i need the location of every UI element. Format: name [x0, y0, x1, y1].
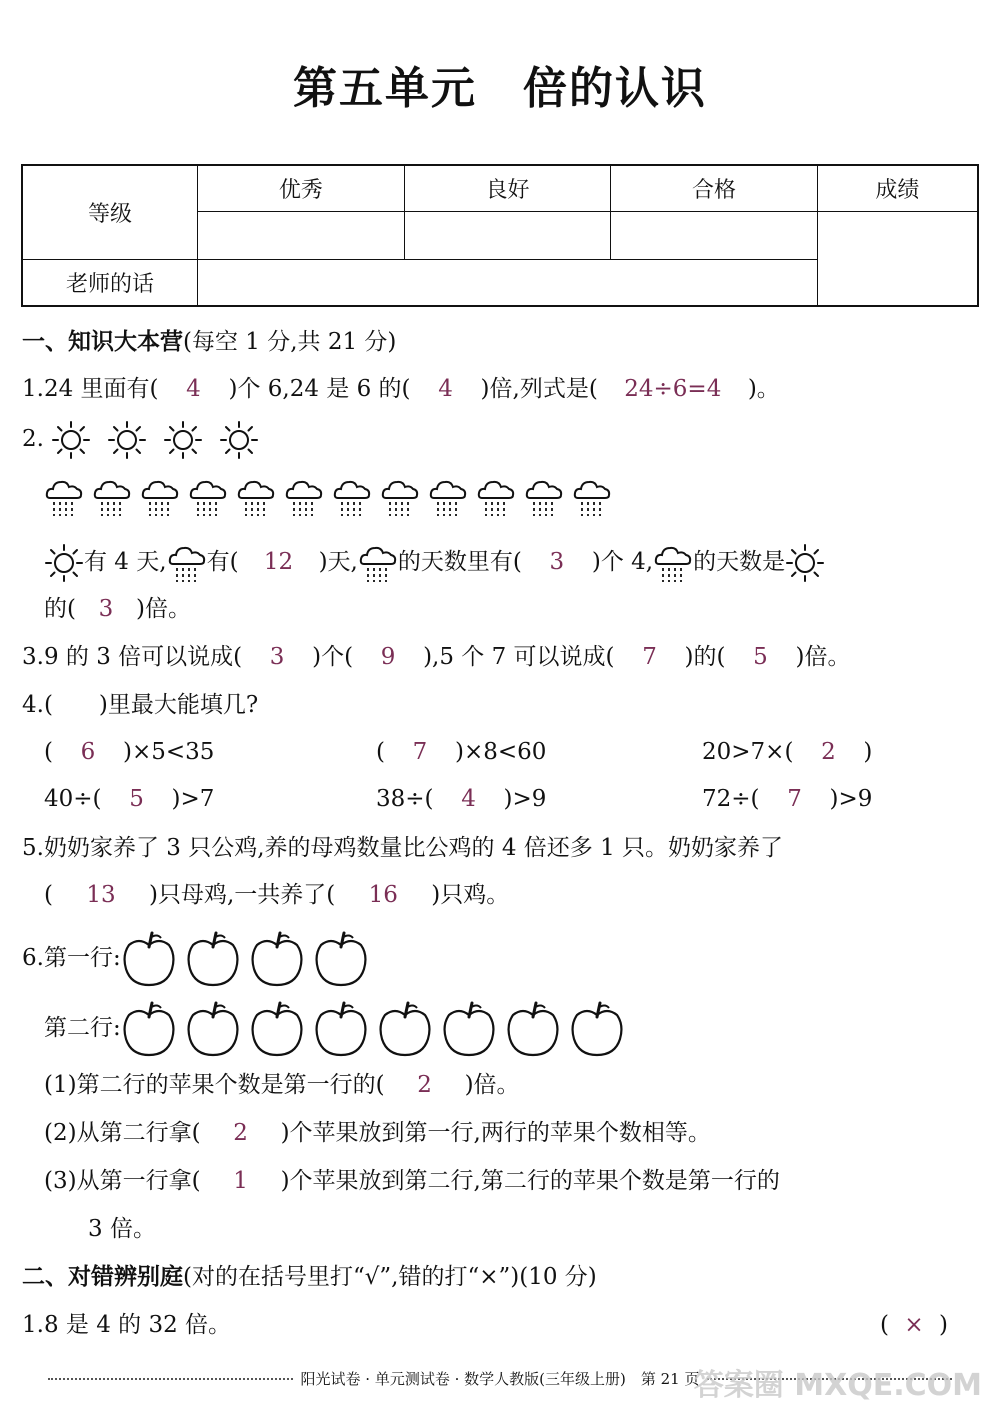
q2-text: 有(: [206, 549, 239, 575]
question-2-suns: [22, 420, 275, 460]
question-3: [22, 642, 850, 672]
q4-item: [376, 737, 546, 767]
q6-sub-3: [44, 1166, 780, 1196]
grade-label: 等级: [22, 165, 198, 259]
q3-answer-3: 7: [642, 644, 657, 670]
q4-text: (: [44, 739, 53, 765]
q4-item: [702, 737, 872, 767]
apple-icon: [185, 929, 241, 989]
score-label: 成绩: [817, 165, 978, 211]
rain-cloud-icon: [653, 542, 693, 584]
q5-answer-1: 13: [86, 882, 116, 908]
q4-text: ): [863, 739, 873, 765]
apple-icon: [185, 999, 241, 1059]
q6-text: (1)第二行的苹果个数是第一行的(: [44, 1072, 385, 1098]
q6-answer-1: 2: [417, 1072, 432, 1098]
sun-row: [51, 426, 275, 452]
rain-cloud-icon: [332, 476, 372, 518]
q5-text: (: [44, 882, 53, 908]
sun-icon: [219, 420, 259, 460]
apple-icon: [377, 999, 433, 1059]
q2-text: )倍。: [135, 596, 191, 622]
q1-answer-3: 24÷6=4: [624, 376, 722, 402]
q2-text: 有 4 天,: [84, 549, 167, 575]
q4-text: (: [376, 739, 385, 765]
section2-header: [22, 1262, 597, 1292]
rain-cloud-icon: [476, 476, 516, 518]
apple-icon: [249, 929, 305, 989]
rain-cloud-icon: [44, 476, 84, 518]
judge-text: (: [880, 1312, 889, 1338]
q4-answer: 5: [129, 786, 144, 812]
question-5-line1: 5.奶奶家养了 3 只公鸡,养的母鸡数量比公鸡的 4 倍还多 1 只。奶奶家养了: [22, 835, 784, 861]
q6-text: (3)从第一行拿(: [44, 1168, 201, 1194]
apple-row-2: [121, 1015, 633, 1041]
q1-text: )倍,列式是(: [480, 376, 598, 402]
judge-answer-box: [880, 1310, 948, 1340]
q4-answer: 4: [461, 786, 476, 812]
q3-text: )倍。: [795, 644, 851, 670]
grade-cell-pass[interactable]: [611, 211, 818, 259]
rain-cloud-icon: [380, 476, 420, 518]
grade-level-pass: 合格: [611, 165, 818, 211]
apple-row-1: [121, 945, 377, 971]
rain-cloud-icon: [572, 476, 612, 518]
q1-answer-2: 4: [438, 376, 453, 402]
apple-icon: [569, 999, 625, 1059]
rain-cloud-icon: [140, 476, 180, 518]
q3-answer-1: 3: [269, 644, 285, 670]
question-5-line2: [44, 880, 509, 910]
question-2-tail: [44, 594, 191, 624]
q4-text: 20>7×(: [702, 739, 794, 765]
apple-icon: [441, 999, 497, 1059]
q6-text: (2)从第二行拿(: [44, 1120, 201, 1146]
rain-cloud-icon: [236, 476, 276, 518]
section1-note: (每空 1 分,共 21 分): [183, 329, 397, 355]
q4-item: [44, 737, 214, 767]
sun-icon: [51, 420, 91, 460]
q4-text: 38÷(: [376, 786, 434, 812]
q2-text: )天,: [318, 549, 358, 575]
q1-text: 1.24 里面有(: [22, 376, 159, 402]
section2-note: (对的在括号里打“√”,错的打“×”)(10 分): [183, 1264, 597, 1290]
q2-text: )个 4,: [591, 549, 654, 575]
rain-cloud-icon: [358, 542, 398, 584]
q6-answer-2: 2: [233, 1120, 248, 1146]
section2-heading: 二、对错辨别庭: [22, 1264, 183, 1290]
q3-answer-4: 5: [753, 644, 768, 670]
q4-text: 72÷(: [702, 786, 760, 812]
sun-icon: [44, 543, 84, 583]
section1-header: [22, 327, 396, 357]
q2-answer-2: 3: [549, 549, 565, 575]
q5-answer-2: 16: [368, 882, 398, 908]
question-4-stem: 4.( )里最大能填几?: [22, 692, 259, 718]
q4-answer: 7: [787, 786, 802, 812]
q6-sub-1: [44, 1070, 520, 1100]
apple-icon: [505, 999, 561, 1059]
q2-text: 的天数是: [693, 549, 786, 575]
section1-heading: 一、知识大本营: [22, 329, 183, 355]
q2-text: 的(: [44, 596, 76, 622]
q3-text: ),5 个 7 可以说成(: [423, 644, 615, 670]
rain-cloud-row: [44, 476, 620, 518]
q4-answer: 7: [412, 739, 428, 765]
judge-text: ): [938, 1312, 948, 1338]
sun-icon: [163, 420, 203, 460]
q6-text: )个苹果放到第一行,两行的苹果个数相等。: [280, 1120, 711, 1146]
q4-text: )×5<35: [122, 739, 215, 765]
rain-cloud-icon: [188, 476, 228, 518]
q4-item: [702, 784, 872, 814]
q3-text: 3.9 的 3 倍可以说成(: [22, 644, 243, 670]
q6-text: )个苹果放到第二行,第二行的苹果个数是第一行的: [280, 1168, 780, 1194]
q3-text: )个(: [312, 644, 354, 670]
question-6-row2: [44, 996, 633, 1060]
score-cell[interactable]: [817, 211, 978, 306]
apple-icon: [313, 999, 369, 1059]
grade-level-excellent: 优秀: [198, 165, 405, 211]
question-6-row1: [22, 926, 377, 990]
apple-icon: [121, 929, 177, 989]
q4-text: )>9: [829, 786, 873, 812]
grade-cell-good[interactable]: [404, 211, 611, 259]
teacher-comment-cell[interactable]: [198, 259, 818, 306]
q4-answer: 6: [80, 739, 96, 765]
q6-text: )倍。: [464, 1072, 520, 1098]
q4-answer: 2: [821, 739, 836, 765]
rain-cloud-icon: [284, 476, 324, 518]
footer-text: 阳光试卷 · 单元测试卷 · 数学人教版(三年级上册) 第 21 页: [300, 1370, 700, 1388]
apple-icon: [121, 999, 177, 1059]
q6-sub-3-tail: 3 倍。: [88, 1216, 156, 1242]
footer-divider: [48, 1378, 293, 1380]
q3-text: )的(: [684, 644, 726, 670]
question-1: [22, 374, 780, 404]
q4-item: [44, 784, 214, 814]
q6-sub-2: [44, 1118, 711, 1148]
q2-answer-1: 12: [263, 549, 294, 575]
q4-text: )×8<60: [454, 739, 547, 765]
judge-answer: ×: [904, 1312, 924, 1338]
q2-answer-3: 3: [98, 596, 114, 622]
apple-icon: [249, 999, 305, 1059]
q6-answer-3: 1: [233, 1168, 248, 1194]
q2-text: 的天数里有(: [397, 549, 522, 575]
sun-icon: [107, 420, 147, 460]
q1-text: )。: [747, 376, 780, 402]
q1-answer-1: 4: [186, 376, 201, 402]
grade-table: [21, 164, 979, 307]
q5-text: )只鸡。: [431, 882, 510, 908]
judge-question-1: 1.8 是 4 的 32 倍。: [22, 1312, 232, 1338]
q4-text: )>7: [171, 786, 215, 812]
q3-answer-2: 9: [380, 644, 396, 670]
rain-cloud-icon: [524, 476, 564, 518]
grade-level-good: 良好: [404, 165, 611, 211]
sun-icon: [785, 543, 825, 583]
teacher-comment-label: 老师的话: [22, 259, 198, 306]
rain-cloud-icon: [92, 476, 132, 518]
apple-icon: [313, 929, 369, 989]
grade-cell-excellent[interactable]: [198, 211, 405, 259]
q2-number: 2.: [22, 426, 44, 452]
q4-item: [376, 784, 546, 814]
q6-row1-label: 6.第一行:: [22, 945, 121, 971]
watermark: 答案圈 MXQE.COM: [693, 1368, 982, 1403]
page-title: 第五单元 倍的认识: [293, 63, 707, 114]
q4-text: )>9: [503, 786, 547, 812]
q5-text: )只母鸡,一共养了(: [148, 882, 336, 908]
q6-row2-label: 第二行:: [44, 1015, 121, 1041]
question-2-sentence: [44, 542, 825, 584]
q1-text: )个 6,24 是 6 的(: [228, 376, 411, 402]
rain-cloud-icon: [428, 476, 468, 518]
rain-cloud-icon: [167, 542, 207, 584]
q4-text: 40÷(: [44, 786, 102, 812]
